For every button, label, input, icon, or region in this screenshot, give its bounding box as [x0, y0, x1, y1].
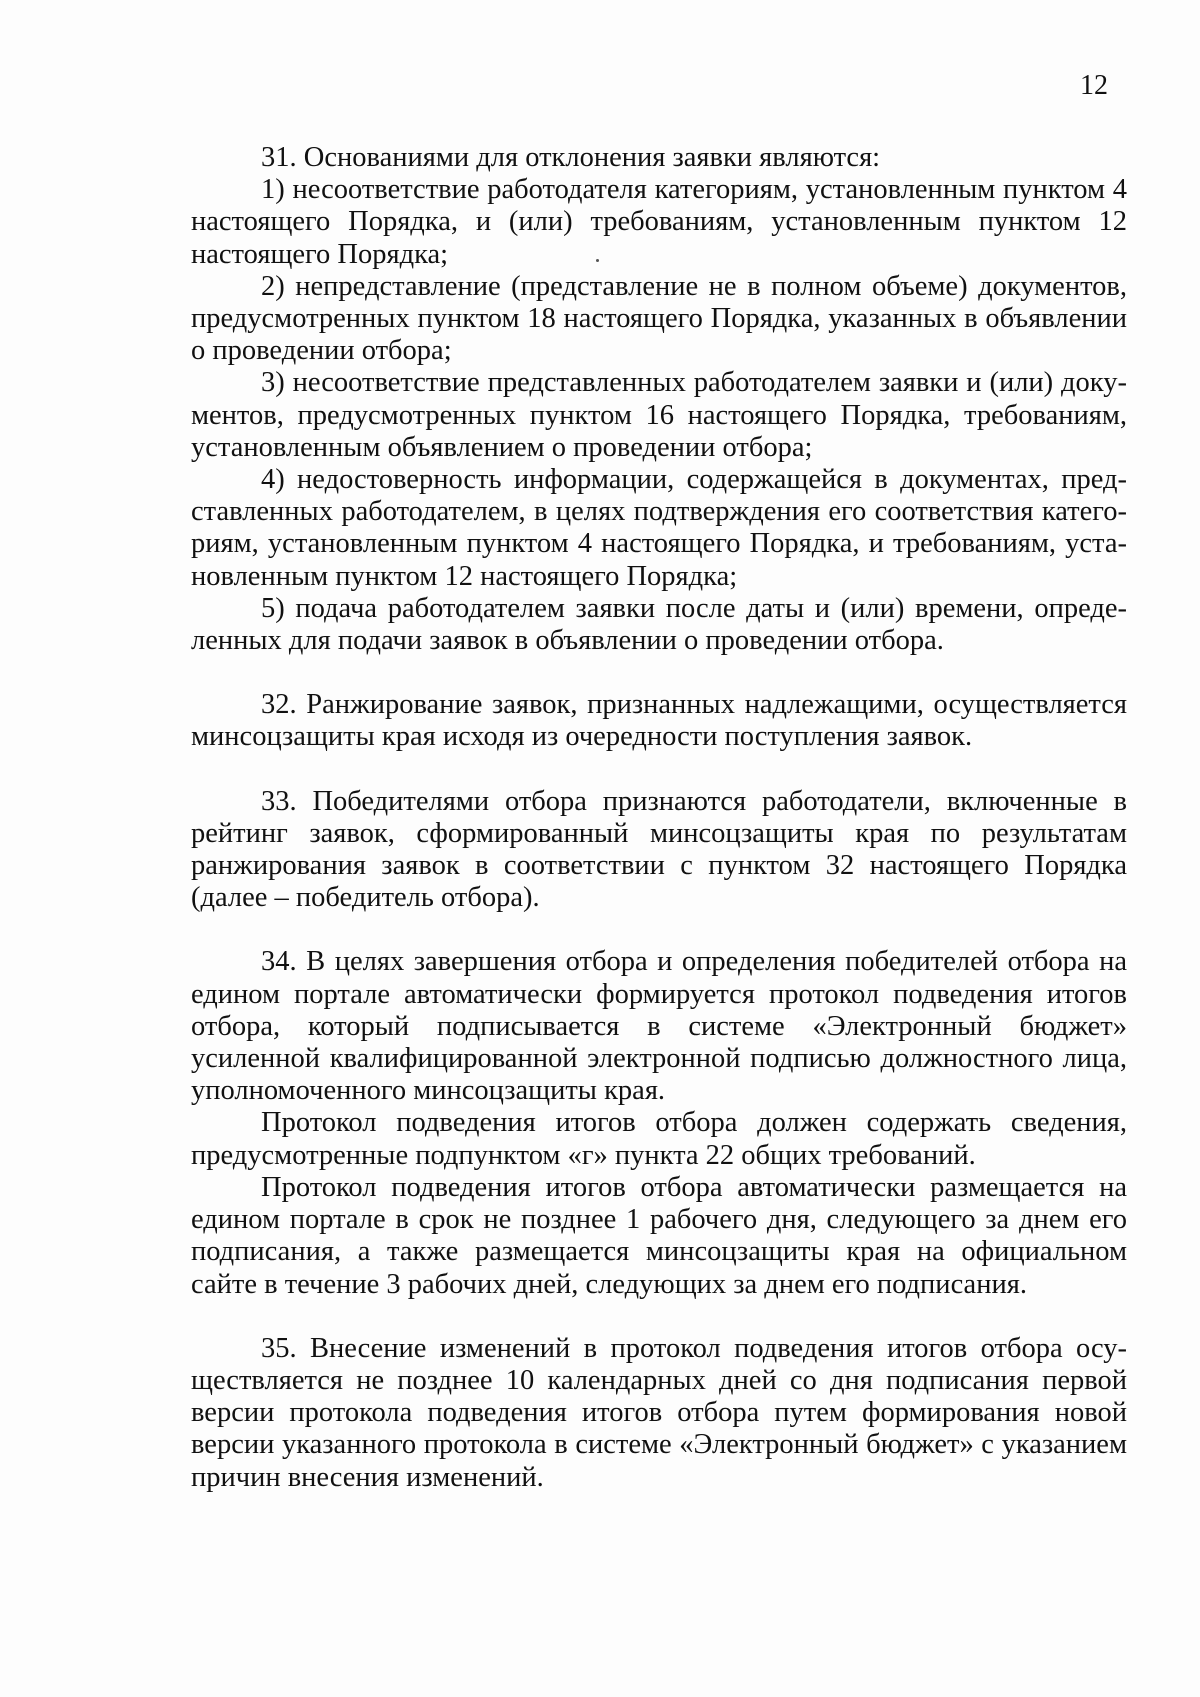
paragraph-31-item-5: 5) подача работодателем заявки после даты и (или) времени, определенных для подачи заявок в объявлении о проведении отбора. [191, 592, 1127, 657]
paragraph-34-protocol-content: Протокол подведения итогов отбора должен содержать сведения, предусмотренные подпунктом «г» пункта 22 общих требований. [191, 1107, 1127, 1171]
paragraph-33: 33. Победителями отбора признаются работодатели, включенные в рейтинг заявок, сформированный минсоцзащиты края по результатам ранжирования заявок в соответствии с пунктом 32 настоящего Порядка (далее – победитель отбора). [191, 785, 1127, 914]
paragraph-31-item-4: 4) недостоверность информации, содержащейся в документах, представленных работодателем, в целях подтверждения его соответствия категориям, установленным пунктом 4 настоящего Порядка, и требованиям, установленным пунктом 12 настоящего Порядка; [191, 464, 1127, 592]
paragraph-35: 35. Внесение изменений в протокол подведения итогов отбора осуществляется не позднее 10 календарных дней со дня подписания первой версии протокола подведения итогов отбора путем формирования новой версии указанного протокола в системе «Электронный бюджет» с указанием причин внесения изменений. [191, 1332, 1127, 1493]
paragraph-34: 34. В целях завершения отбора и определения победителей отбора на едином портале автоматически формируется протокол подведения итогов отбора, который подписывается в системе «Электронный бюджет» усиленной квалифицированной электронной подписью должностного лица, уполномоченного минсоцзащиты края. [191, 946, 1127, 1107]
paragraph-31-item-3: 3) несоответствие представленных работодателем заявки и (или) документов, предусмотренных пунктом 16 настоящего Порядка, требованиям, установленным объявлением о проведении отбора; [191, 367, 1127, 463]
paragraph-31-item-2: 2) непредставление (представление не в полном объеме) документов, предусмотренных пунктом 18 настоящего Порядка, указанных в объявлении о проведении отбора; [191, 270, 1127, 367]
paragraph-32: 32. Ранжирование заявок, признанных надлежащими, осуществляется минсоцзащиты края исходя из очередности поступления заявок. [191, 689, 1127, 753]
paragraph-31-heading: 31. Основаниями для отклонения заявки являются: [261, 142, 881, 173]
page-number: 12 [1080, 70, 1108, 101]
document-body [191, 142, 1127, 1494]
paragraph-31-item-1: 1) несоответствие работодателя категориям, установленным пунктом 4 настоящего Порядка, и (или) требованиям, установленным пунктом 12 настоящего Порядка; [191, 174, 1127, 270]
paragraph-34-protocol-publication: Протокол подведения итогов отбора автоматически размещается на едином портале в срок не позднее 1 рабочего дня, следующего за днем его подписания, а также размещается минсоцзащиты края на официальном сайте в течение 3 рабочих дней, следующих за днем его подписания. [191, 1171, 1127, 1300]
